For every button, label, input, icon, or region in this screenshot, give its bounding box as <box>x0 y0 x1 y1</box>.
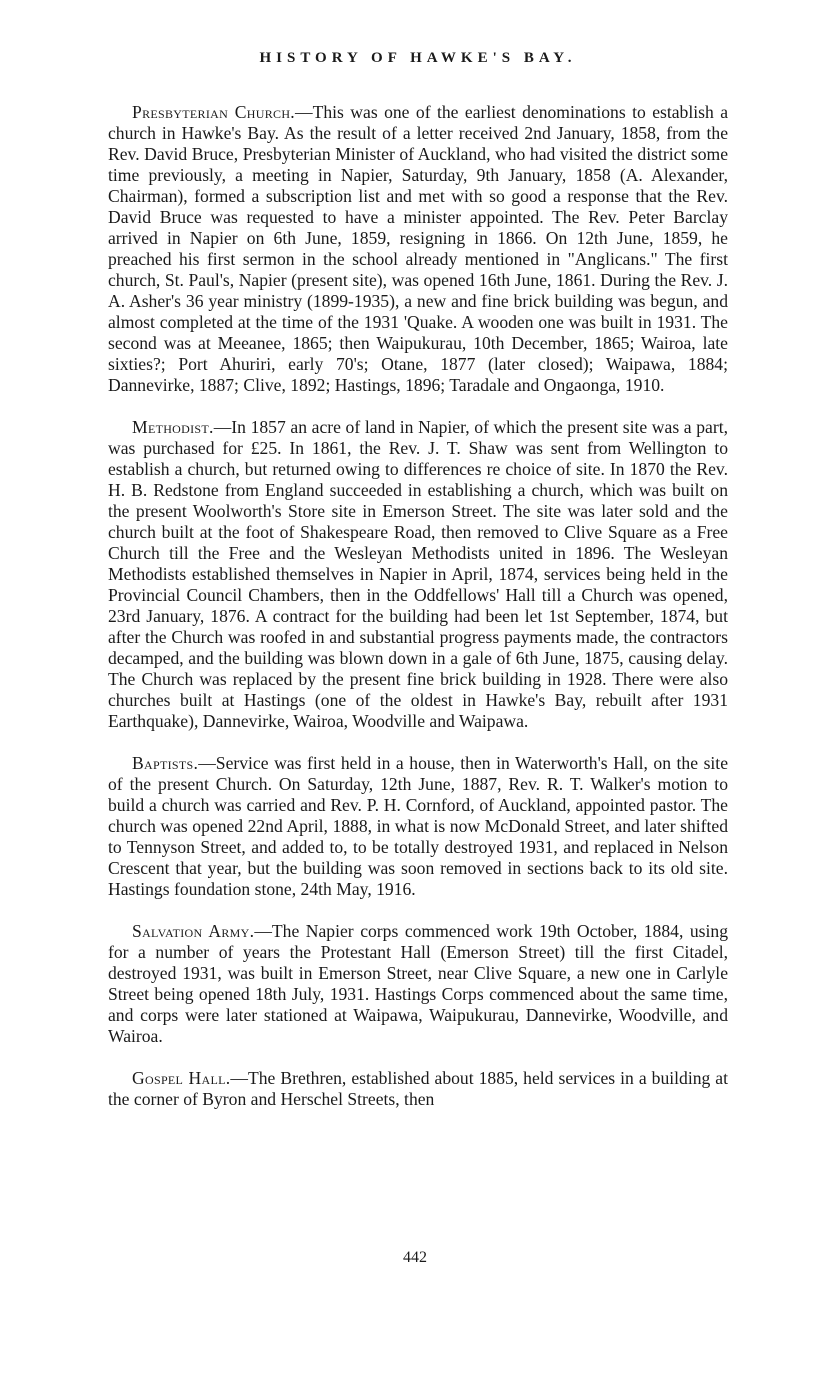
section-heading: Presbyterian Church. <box>132 102 296 122</box>
section-heading: Salvation Army. <box>132 921 255 941</box>
section-heading: Baptists. <box>132 753 199 773</box>
running-head: HISTORY OF HAWKE'S BAY. <box>259 50 577 66</box>
page-number: 442 <box>403 1249 427 1266</box>
section-gospel-hall <box>108 1068 728 1110</box>
section-baptists <box>108 753 728 900</box>
page <box>108 48 728 1131</box>
section-heading: Methodist. <box>132 417 214 437</box>
section-text: —In 1857 an acre of land in Napier, of which the present site was a part, was purchased for £25. In 1861, the Rev. J. T. Shaw was sent from Wellington to establish a church, but returned owing to differences re choice of site. In 1870 the Rev. H. B. Redstone from England succeeded in establishing a church, which was built on the present Woolworth's Store site in Emerson Street. The site was later sold and the church built at the foot of Shakespeare Road, then removed to Clive Square as a Free Church till the Free and the Wesleyan Methodists united in 1896. The Wesleyan Methodists established themselves in Napier in April, 1874, services being held in the Provincial Council Chambers, then in the Oddfellows' Hall till a Church was opened, 23rd January, 1876. A contract for the building had been let 1st September, 1874, but after the Church was roofed in and substantial progress payments made, the contractors decamped, and the building was blown down in a gale of 6th June, 1875, causing delay. The Church was replaced by the present fine brick building in 1928. There were also churches built at Hastings (one of the oldest in Hawke's Bay, rebuilt after 1931 Earthquake), Dannevirke, Wairoa, Woodville and Waipawa. <box>108 417 728 731</box>
section-salvation-army <box>108 921 728 1047</box>
section-text: —This was one of the earliest denominations to establish a church in Hawke's Bay. As the result of a letter received 2nd January, 1858, from the Rev. David Bruce, Presbyterian Minister of Auckland, who had visited the district some time previously, a meeting in Napier, Saturday, 9th January, 1858 (A. Alexander, Chairman), formed a subscription list and met with so good a response that the Rev. David Bruce was requested to have a minister appointed. The Rev. Peter Barclay arrived in Napier on 6th June, 1859, resigning in 1866. On 12th June, 1859, he preached his first sermon in the school already mentioned in "Anglicans." The first church, St. Paul's, Napier (present site), was opened 16th June, 1861. During the Rev. J. A. Asher's 36 year ministry (1899-1935), a new and fine brick building was begun, and almost completed at the time of the 1931 'Quake. A wooden one was built in 1931. The second was at Meeanee, 1865; then Waipukurau, 10th December, 1865; Wairoa, late sixties?; Port Ahuriri, early 70's; Otane, 1877 (later closed); Waipawa, 1884; Dannevirke, 1887; Clive, 1892; Hastings, 1896; Taradale and Ongaonga, 1910. <box>108 102 728 395</box>
section-text: —The Brethren, established about 1885, held services in a building at the corner of Byron and Herschel Streets, then <box>108 1068 728 1109</box>
section-methodist <box>108 417 728 732</box>
section-text: —The Napier corps commenced work 19th October, 1884, using for a number of years the Protestant Hall (Emerson Street) till the first Citadel, destroyed 1931, was built in Emerson Street, near Clive Square, a new one in Carlyle Street being opened 18th July, 1931. Hastings Corps commenced about the same time, and corps were later stationed at Waipawa, Waipukurau, Dannevirke, Woodville, and Wairoa. <box>108 921 728 1046</box>
section-text: —Service was first held in a house, then in Waterworth's Hall, on the site of the present Church. On Saturday, 12th June, 1887, Rev. R. T. Walker's motion to build a church was carried and Rev. P. H. Cornford, of Auckland, appointed pastor. The church was opened 22nd April, 1888, in what is now McDonald Street, and later shifted to Tennyson Street, and added to, to be totally destroyed 1931, and replaced in Nelson Crescent that year, but the building was soon removed in sections back to its old site. Hastings foundation stone, 24th May, 1916. <box>108 753 728 899</box>
section-heading: Gospel Hall. <box>132 1068 231 1088</box>
section-presbyterian <box>108 102 728 396</box>
